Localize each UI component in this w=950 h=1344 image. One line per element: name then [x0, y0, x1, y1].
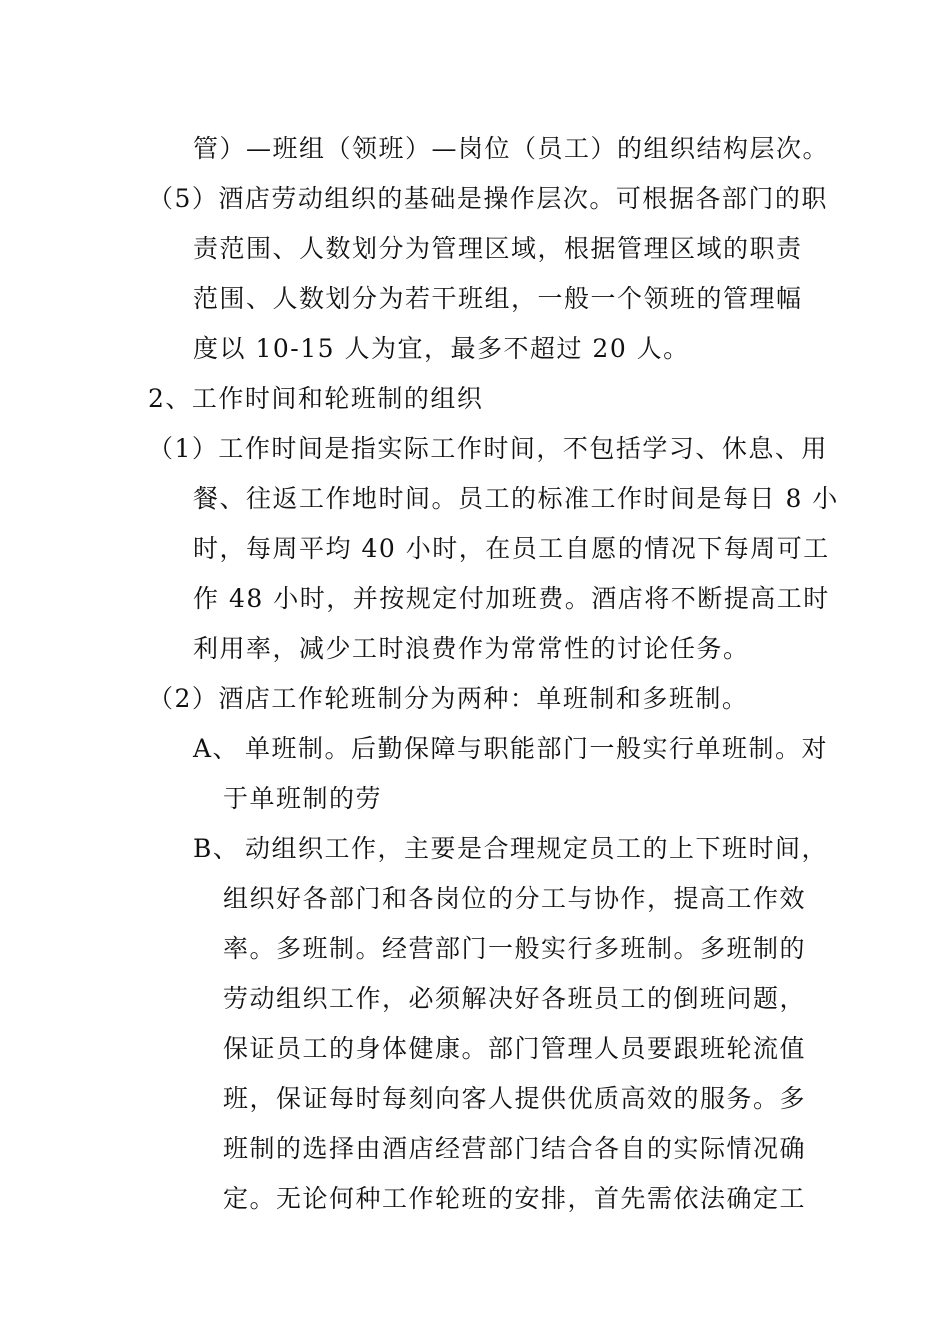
text-line: （2）酒店工作轮班制分为两种：单班制和多班制。 — [148, 684, 749, 713]
text-line: 度以 10-15 人为宜，最多不超过 20 人。 — [193, 334, 690, 363]
text-line: 劳动组织工作，必须解决好各班员工的倒班问题， — [223, 984, 807, 1013]
text-line: 利用率，减少工时浪费作为常常性的讨论任务。 — [193, 634, 750, 663]
text-line: 餐、往返工作地时间。员工的标准工作时间是每日 8 小 — [193, 484, 839, 513]
list-marker-a: A、 — [193, 734, 240, 763]
text-line: 班，保证每时每刻向客人提供优质高效的服务。多 — [223, 1084, 807, 1113]
list-marker-b: B、 — [193, 834, 240, 863]
text-line: 责范围、人数划分为管理区域，根据管理区域的职责 — [193, 234, 803, 263]
list-item-text: 动组织工作，主要是合理规定员工的上下班时间， — [245, 834, 829, 863]
text-line: 作 48 小时，并按规定付加班费。酒店将不断提高工时 — [193, 584, 830, 613]
text-line: 组织好各部门和各岗位的分工与协作，提高工作效 — [223, 884, 807, 913]
section-heading: 2、工作时间和轮班制的组织 — [148, 384, 484, 413]
text-line: 班制的选择由酒店经营部门结合各自的实际情况确 — [223, 1134, 807, 1163]
text-line: （1）工作时间是指实际工作时间，不包括学习、休息、用 — [148, 434, 828, 463]
text-line: 于单班制的劳 — [223, 784, 383, 813]
text-line: 保证员工的身体健康。部门管理人员要跟班轮流值 — [223, 1034, 807, 1063]
text-line: （5）酒店劳动组织的基础是操作层次。可根据各部门的职 — [148, 184, 828, 213]
text-line: 范围、人数划分为若干班组，一般一个领班的管理幅 — [193, 284, 803, 313]
list-item-text: 单班制。后勤保障与职能部门一般实行单班制。对 — [245, 734, 829, 763]
text-line: 时，每周平均 40 小时，在员工自愿的情况下每周可工 — [193, 534, 830, 563]
text-line: 定。无论何种工作轮班的安排，首先需依法确定工 — [223, 1184, 807, 1213]
list-item-a — [193, 733, 828, 765]
text-line: 率。多班制。经营部门一般实行多班制。多班制的 — [223, 934, 807, 963]
text-line: 管）—班组（领班）—岗位（员工）的组织结构层次。 — [193, 134, 830, 163]
list-item-b — [193, 833, 828, 865]
